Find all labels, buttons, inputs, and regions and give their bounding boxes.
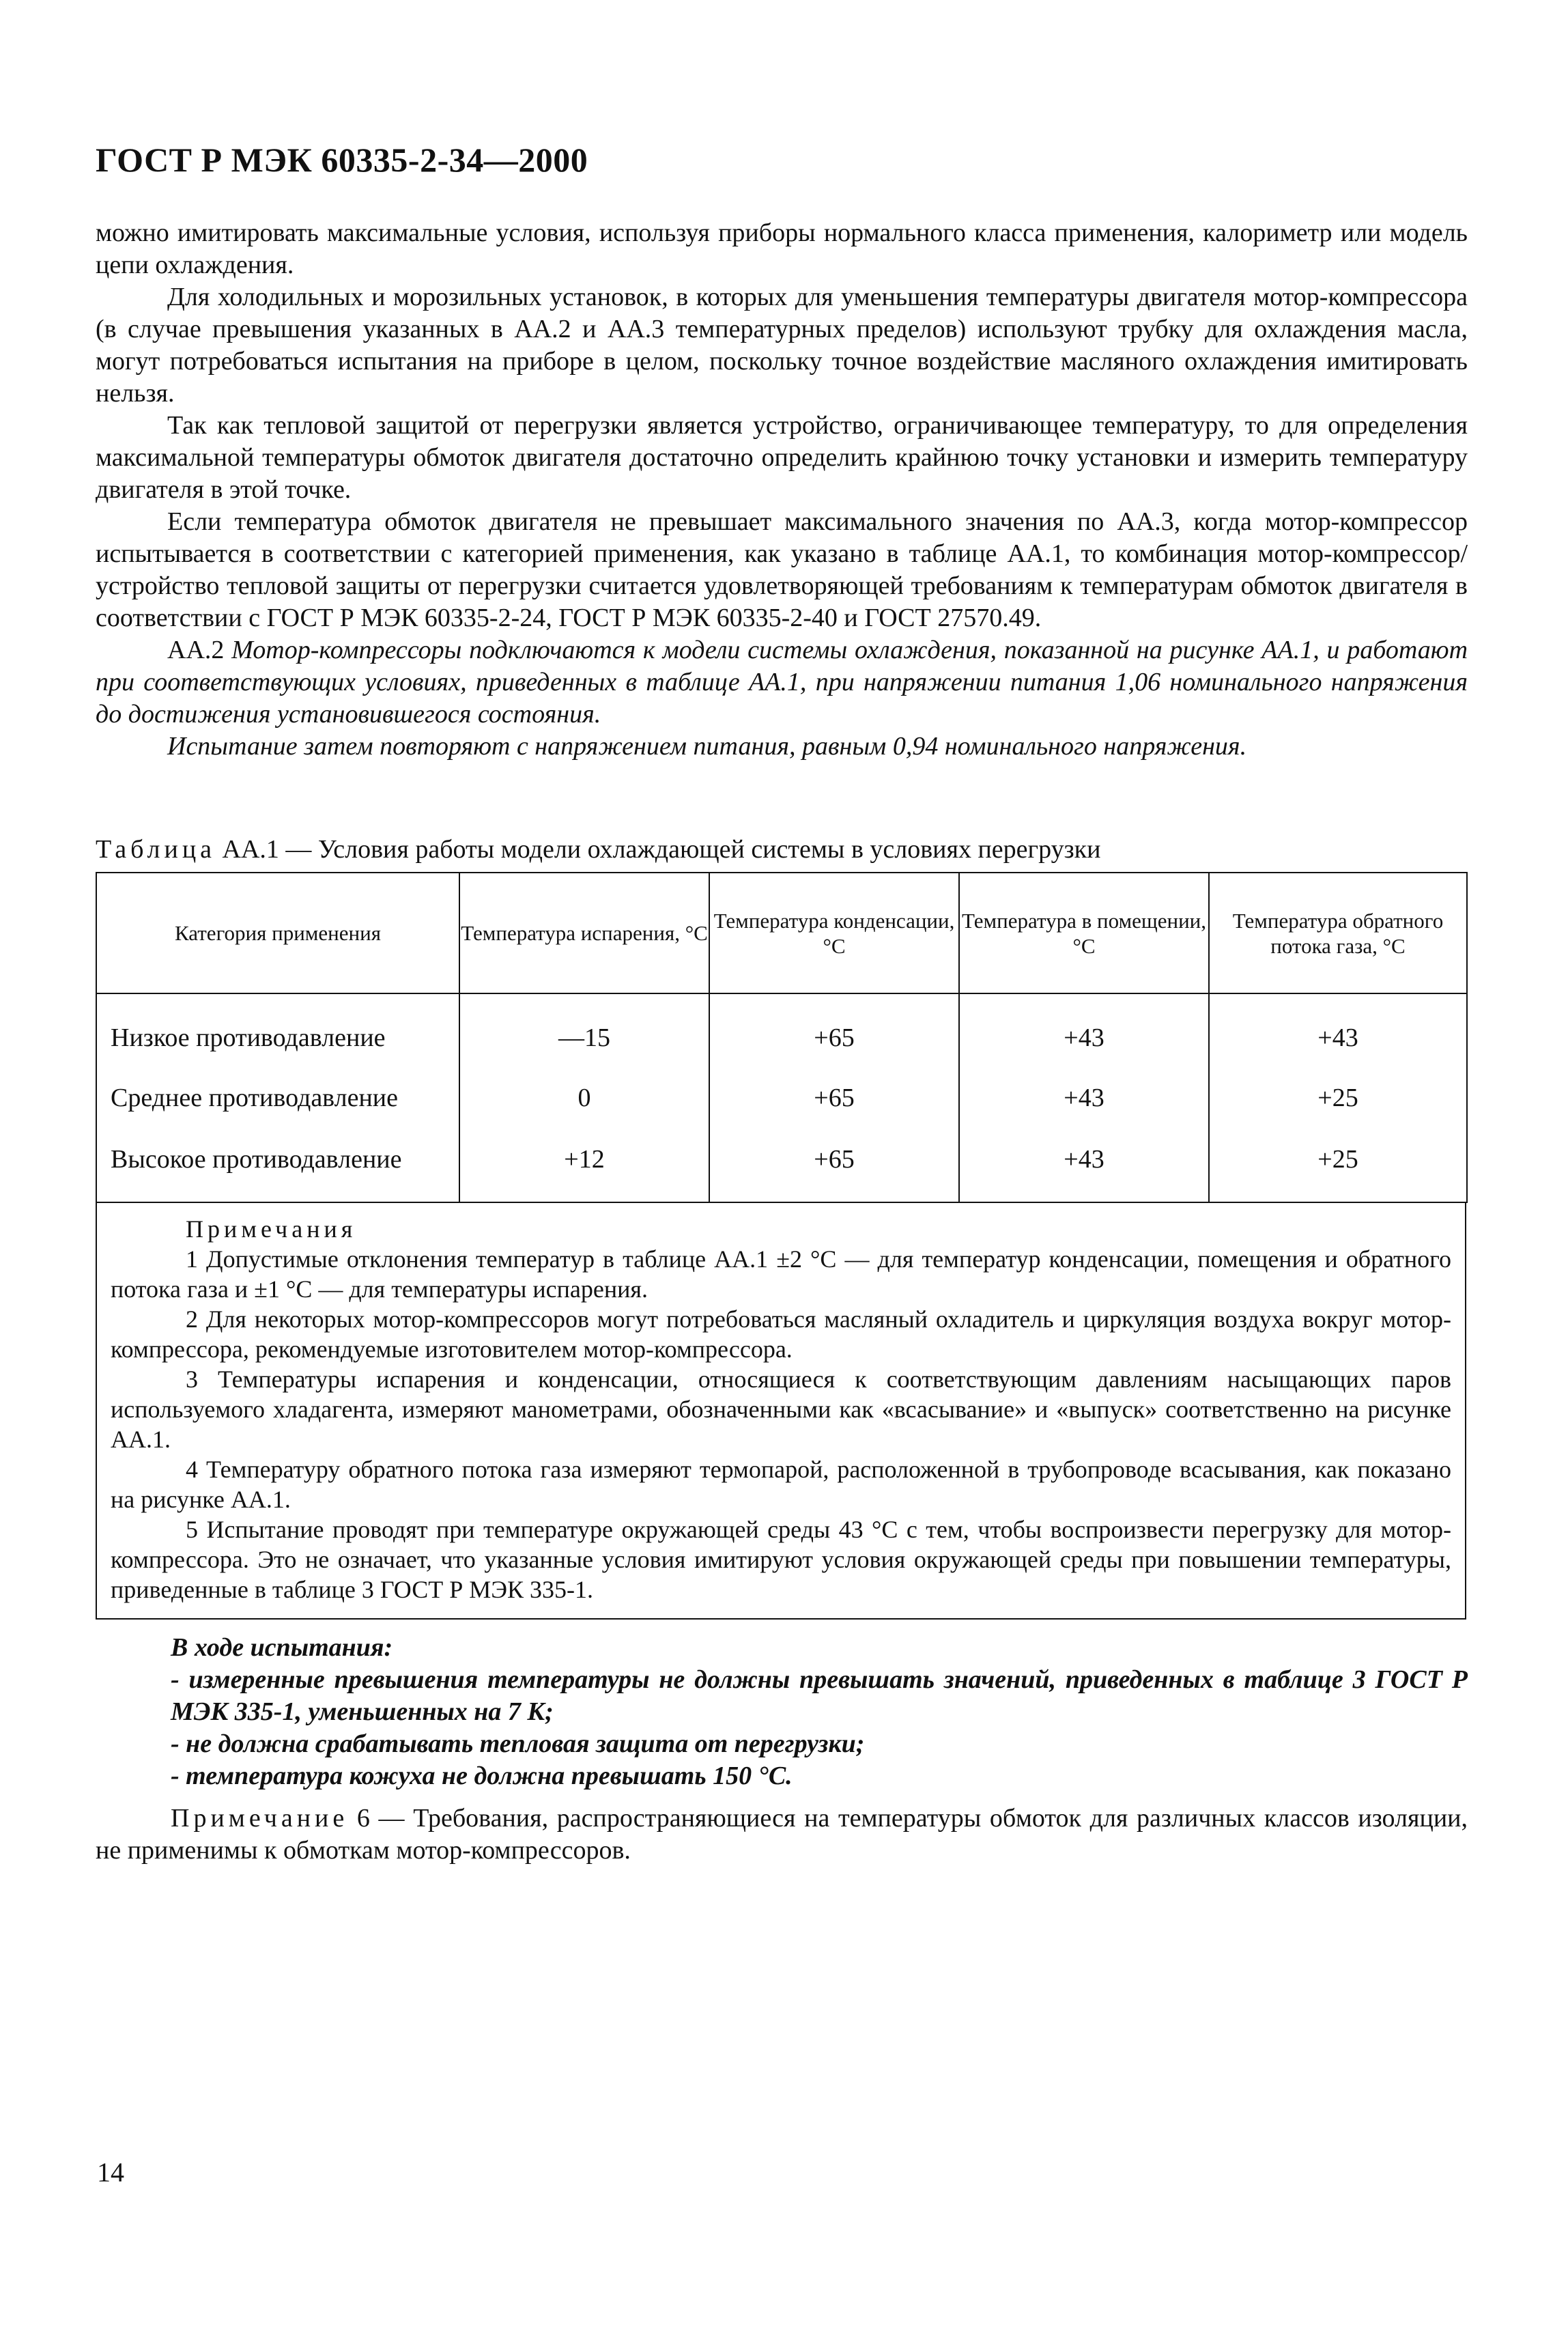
note-item: 3 Температуры испарения и конденсации, относящиеся к соответствующим давлениям насыщающих паров используемого хладагента, измеряют манометрами, обозначенными как «всасывание» и «выпуск» соответственно на рисунке АА.1. — [111, 1366, 1451, 1453]
table-cell: Высокое противодавление — [96, 1127, 459, 1202]
table-cell: +65 — [709, 1127, 959, 1202]
note-6-body: 6 — Требования, распространяющиеся на температуры обмоток для различных классов изоляции, не применимы к обмоткам мотор-компрессоров. — [96, 1804, 1468, 1865]
table-cell: +65 — [709, 993, 959, 1069]
paragraph-3: Так как тепловой защитой от перегрузки является устройство, ограничивающее температуру, то для определения максимальной температуры обмоток двигателя достаточно определить крайнюю точку установки и измерить температуру двигателя в этой точке. — [96, 411, 1468, 504]
note-item: 5 Испытание проводят при температуре окружающей среды 43 °С с тем, чтобы воспроизвести перегрузку для мотор-компрессора. Это не означает, что указанные условия имитируют условия окружающей среды при повышении температуры, приведенные в таблице 3 ГОСТ Р МЭК 335-1. — [111, 1516, 1451, 1603]
table-cell: —15 — [459, 993, 709, 1069]
notes-title: Примечания — [186, 1215, 357, 1243]
table-cell: +43 — [959, 1127, 1209, 1202]
paragraph-4: Если температура обмоток двигателя не превышает максимального значения по АА.3, когда мотор-компрессор испытывается в соответствии с категорией применения, как указано в таблице АА.1, то комбинация мотор-компрессор/устройство тепловой защиты от перегрузки считается удовлетворяющей требованиям к температурам обмоток двигателя в соответствии с ГОСТ Р МЭК 60335-2-24, ГОСТ Р МЭК 60335-2-40 и ГОСТ 27570.49. — [96, 507, 1468, 632]
test-item: - температура кожуха не должна превышать 150 °С. — [171, 1762, 793, 1790]
page-number: 14 — [97, 2157, 124, 2188]
paragraph-2: Для холодильных и морозильных установок, в которых для уменьшения температуры двигателя мотор-компрессора (в случае превышения указанных в АА.2 и АА.3 температурных пределов) используют трубку для охлаждения масла, могут потребоваться испытания на приборе в целом, поскольку точное воздействие масляного охлаждения имитировать нельзя. — [96, 283, 1468, 408]
table-cell: +25 — [1209, 1127, 1467, 1202]
table-cell: Среднее противодавление — [96, 1069, 459, 1127]
header-return-gas: Температура обратного потока газа, °С — [1209, 873, 1467, 993]
table-cell: +12 — [459, 1127, 709, 1202]
document-header: ГОСТ Р МЭК 60335-2-34—2000 — [96, 141, 588, 179]
table-cell: +65 — [709, 1069, 959, 1127]
header-evaporation: Температура испарения, °С — [459, 873, 709, 993]
test-item: - не должна срабатывать тепловая защита от перегрузки; — [171, 1729, 865, 1758]
conditions-table — [96, 872, 1468, 1203]
table-cell: Низкое противодавление — [96, 993, 459, 1069]
table-row — [96, 993, 1467, 1069]
note-6-label: Примечание — [171, 1804, 349, 1833]
header-category: Категория применения — [96, 873, 459, 993]
table-container — [96, 872, 1466, 1620]
table-caption — [96, 834, 1100, 864]
table-caption-text: АА.1 — Условия работы модели охлаждающей системы в условиях перегрузки — [216, 835, 1101, 864]
table-row — [96, 1069, 1467, 1127]
header-condensation: Температура конденсации, °С — [709, 873, 959, 993]
table-notes — [96, 1203, 1466, 1620]
test-item: - измеренные превышения температуры не должны превышать значений, приведенных в таблице 3 ГОСТ Р МЭК 335-1, уменьшенных на 7 К; — [171, 1665, 1468, 1726]
note-item: 4 Температуру обратного потока газа измеряют термопарой, расположенной в трубопроводе всасывания, как показано на рисунке АА.1. — [111, 1456, 1451, 1513]
note-6-text — [96, 1803, 1468, 1867]
table-cell: +43 — [959, 1069, 1209, 1127]
table-header-row — [96, 873, 1467, 993]
note-item: 1 Допустимые отклонения температур в таблице АА.1 ±2 °С — для температур конденсации, помещения и обратного потока газа и ±1 °С — для температуры испарения. — [111, 1245, 1451, 1303]
header-room: Температура в помещении, °С — [959, 873, 1209, 993]
table-cell: +43 — [959, 993, 1209, 1069]
note-item: 2 Для некоторых мотор-компрессоров могут потребоваться масляный охладитель и циркуляция воздуха вокруг мотор-компрессора, рекомендуемые изготовителем мотор-компрессора. — [111, 1305, 1451, 1363]
test-lead: В ходе испытания: — [171, 1633, 393, 1662]
body-text — [96, 217, 1468, 763]
table-row — [96, 1127, 1467, 1202]
paragraph-repeat-test: Испытание затем повторяют с напряжением питания, равным 0,94 номинального напряжения. — [167, 732, 1247, 761]
note-6 — [96, 1803, 1468, 1867]
clause-text: Мотор-компрессоры подключаются к модели системы охлаждения, показанной на рисунке АА.1, и работают при соответствующих условиях, приведенных в таблице АА.1, при напряжении питания 1,06 номинального напряжения до достижения установившегося состояния. — [96, 636, 1468, 729]
test-requirements — [96, 1632, 1468, 1792]
table-caption-label: Таблица — [96, 835, 216, 864]
paragraph-aa2 — [96, 634, 1468, 731]
table-cell: +25 — [1209, 1069, 1467, 1127]
table-cell: 0 — [459, 1069, 709, 1127]
clause-number: АА.2 — [167, 636, 225, 664]
paragraph-1: можно имитировать максимальные условия, используя приборы нормального класса применения, калориметр или модель цепи охлаждения. — [96, 218, 1468, 279]
table-cell: +43 — [1209, 993, 1467, 1069]
